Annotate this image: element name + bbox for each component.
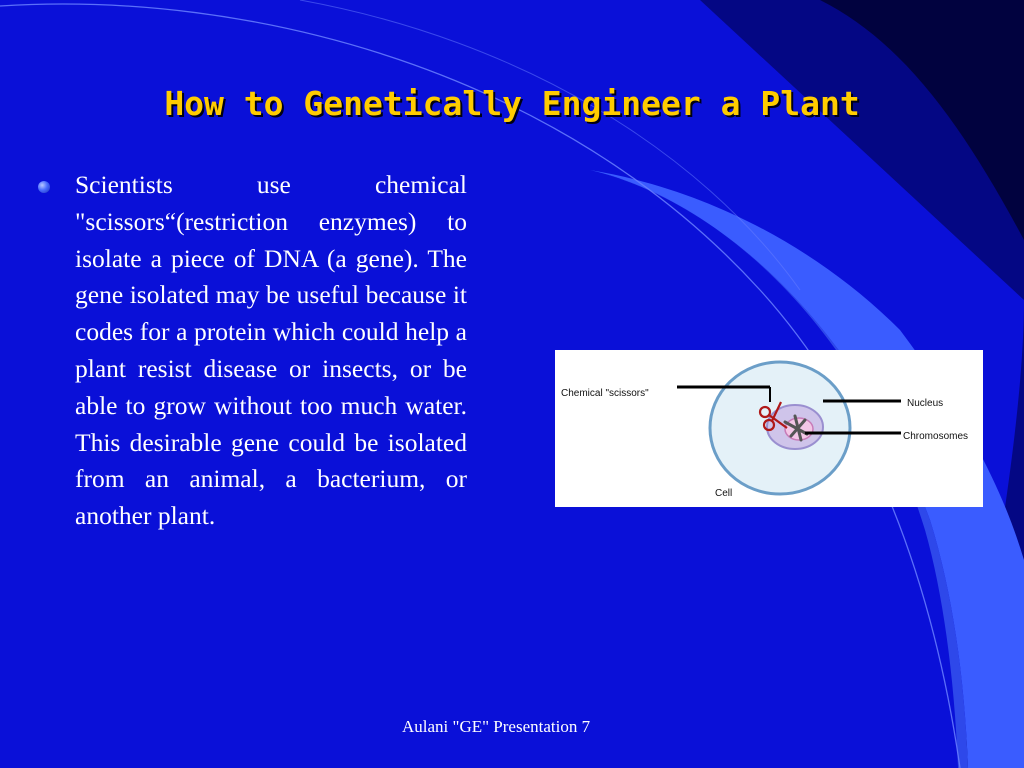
label-scissors: Chemical "scissors" (561, 388, 649, 399)
slide-footer: Aulani "GE" Presentation 7 (402, 717, 591, 736)
label-chromosomes: Chromosomes (903, 431, 969, 442)
bullet-icon (38, 181, 50, 193)
label-nucleus: Nucleus (907, 398, 944, 409)
label-cell: Cell (715, 488, 733, 499)
cell-diagram-drawing (555, 350, 983, 507)
slide-title: How to Genetically Engineer a Plant (164, 84, 860, 123)
bullet-text: Scientists use chemical "scissors“(restriction enzymes) to isolate a piece of DNA (a gene). The gene isolated may be useful because it codes for a protein which could help a plant resist disease or insects, or be able to grow without too much water. This desirable gene could be isolated from an animal, a bacterium, or another plant. (75, 170, 467, 531)
cell-diagram (555, 350, 983, 507)
